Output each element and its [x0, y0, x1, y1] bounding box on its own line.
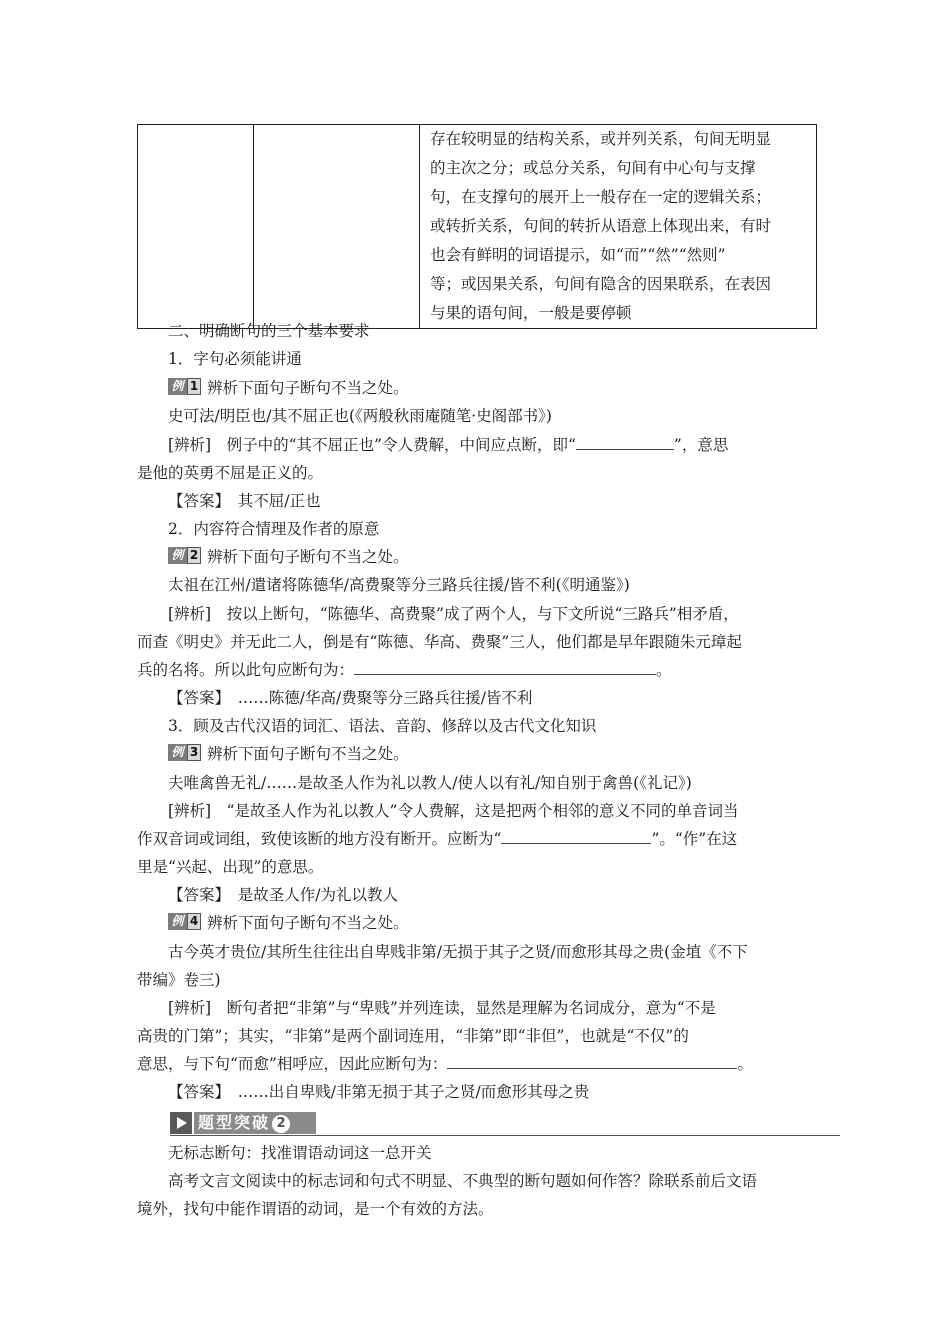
example-4-prompt: 例 4 辨析下面句子断句不当之处。 — [137, 913, 848, 933]
example-1-answer: 【答案】 其不屈/正也 — [168, 492, 321, 510]
circled-number: 2 — [272, 1115, 290, 1133]
requirement-1: 1．字句必须能讲通 — [168, 350, 302, 368]
table-line: 与果的语句间，一般是要停顿 — [430, 304, 632, 322]
example-3-analysis-end: 里是“兴起、出现”的意思。 — [137, 858, 324, 876]
section-title: 二、明确断句的三个基本要求 — [168, 322, 370, 340]
table-line: 句，在支撑句的展开上一般存在一定的逻辑关系； — [430, 188, 772, 206]
example-3-sentence: 夫唯禽兽无礼/……是故圣人作为礼以教人/使人以有礼/知自别于禽兽(《礼记》) — [168, 774, 692, 792]
table-line: 也会有鲜明的词语提示，如“而”“然”“然则” — [430, 246, 726, 264]
example-2-answer: 【答案】 ……陈德/华高/费聚等分三路兵往援/皆不利 — [168, 689, 533, 707]
example-2-sentence: 太祖在江州/遣诸将陈德华/高费聚等分三路兵往援/皆不利(《明通鉴》) — [168, 576, 630, 594]
example-2-analysis-end: 兵的名将。所以此句应断句为： 。 — [137, 661, 672, 679]
play-arrow-icon — [170, 1112, 192, 1134]
table-line: 的主次之分；或总分关系，句间有中心句与支撑 — [430, 159, 756, 177]
example-4-analysis-cont: 高贵的门第”；其实，“非第”是两个副词连用，“非第”即“非但”，也就是“不仅”的 — [137, 1027, 689, 1045]
banner-label: 题型突破 2 — [194, 1112, 316, 1134]
example-badge: 例 4 — [168, 913, 199, 930]
section-heading: 无标志断句：找准谓语动词这一总开关 — [168, 1144, 432, 1162]
requirement-2: 2．内容符合情理及作者的原意 — [168, 520, 380, 538]
example-badge: 例 2 — [168, 547, 199, 564]
requirement-3: 3．顾及古代汉语的词汇、语法、音韵、修辞以及古代文化知识 — [168, 717, 597, 735]
example-badge: 例 3 — [168, 744, 199, 761]
example-4-analysis-end: 意思，与下句“而愈”相呼应，因此应断句为： 。 — [137, 1055, 753, 1073]
example-2-analysis-cont: 而查《明史》并无此二人，倒是有“陈德、华高、费聚”三人，他们都是早年跟随朱元璋起 — [137, 633, 742, 651]
example-4-answer: 【答案】 ……出自卑贱/非第无损于其子之贤/而愈形其母之贵 — [168, 1083, 590, 1101]
example-4-sentence: 古今英才贵位/其所生往往出自卑贱非第/无损于其子之贤/而愈形其母之贵(金埴《不下 — [168, 943, 748, 961]
table-cell-empty-2 — [254, 125, 420, 329]
example-1-sentence: 史可法/明臣也/其不屈正也(《两般秋雨庵随笔·史阁部书》) — [168, 407, 552, 425]
paragraph-line-cont: 境外，找句中能作谓语的动词，是一个有效的方法。 — [137, 1200, 494, 1218]
table-cell-empty-1 — [138, 125, 254, 329]
answer-blank[interactable] — [354, 660, 656, 675]
example-1-prompt: 例 1 辨析下面句子断句不当之处。 — [137, 378, 848, 398]
answer-blank[interactable] — [576, 435, 674, 450]
example-4-analysis: [辨析] 断句者把“非第”与“卑贱”并列连读，显然是理解为名词成分，意为“不是 — [168, 999, 716, 1017]
example-2-analysis: [辨析] 按以上断句，“陈德华、高费聚”成了两个人，与下文所说“三路兵”相矛盾， — [168, 605, 739, 623]
table-line: 等；或因果关系，句间有隐含的因果联系，在表因 — [430, 275, 772, 293]
example-3-analysis: [辨析] “是故圣人作为礼以教人”令人费解，这是把两个相邻的意义不同的单音词当 — [168, 802, 739, 820]
paragraph-line: 高考文言文阅读中的标志词和句式不明显、不典型的断句题如何作答？除联系前后文语 — [168, 1172, 758, 1190]
continuation-table — [137, 124, 817, 329]
example-1-analysis-cont: 是他的英勇不屈是正义的。 — [137, 464, 324, 482]
table-line: 或转折关系，句间的转折从语意上体现出来，有时 — [430, 217, 772, 235]
example-3-answer: 【答案】 是故圣人作/为礼以教人 — [168, 886, 398, 904]
answer-blank[interactable] — [447, 1054, 737, 1069]
example-2-prompt: 例 2 辨析下面句子断句不当之处。 — [137, 547, 848, 567]
table-cell-text — [420, 125, 817, 329]
example-3-analysis-cont: 作双音词或词组，致使该断的地方没有断开。应断为“ ”。“作”在这 — [137, 830, 738, 848]
example-4-sentence-cont: 带编》卷三) — [137, 971, 221, 989]
example-3-prompt: 例 3 辨析下面句子断句不当之处。 — [137, 744, 848, 764]
example-badge: 例 1 — [168, 378, 199, 395]
table-line: 存在较明显的结构关系，或并列关系，句间无明显 — [430, 130, 772, 148]
answer-blank[interactable] — [501, 829, 651, 844]
section-divider — [170, 1135, 840, 1136]
example-1-analysis: [辨析] 例子中的“其不屈正也”令人费解，中间应点断，即“ ”，意思 — [168, 436, 729, 454]
